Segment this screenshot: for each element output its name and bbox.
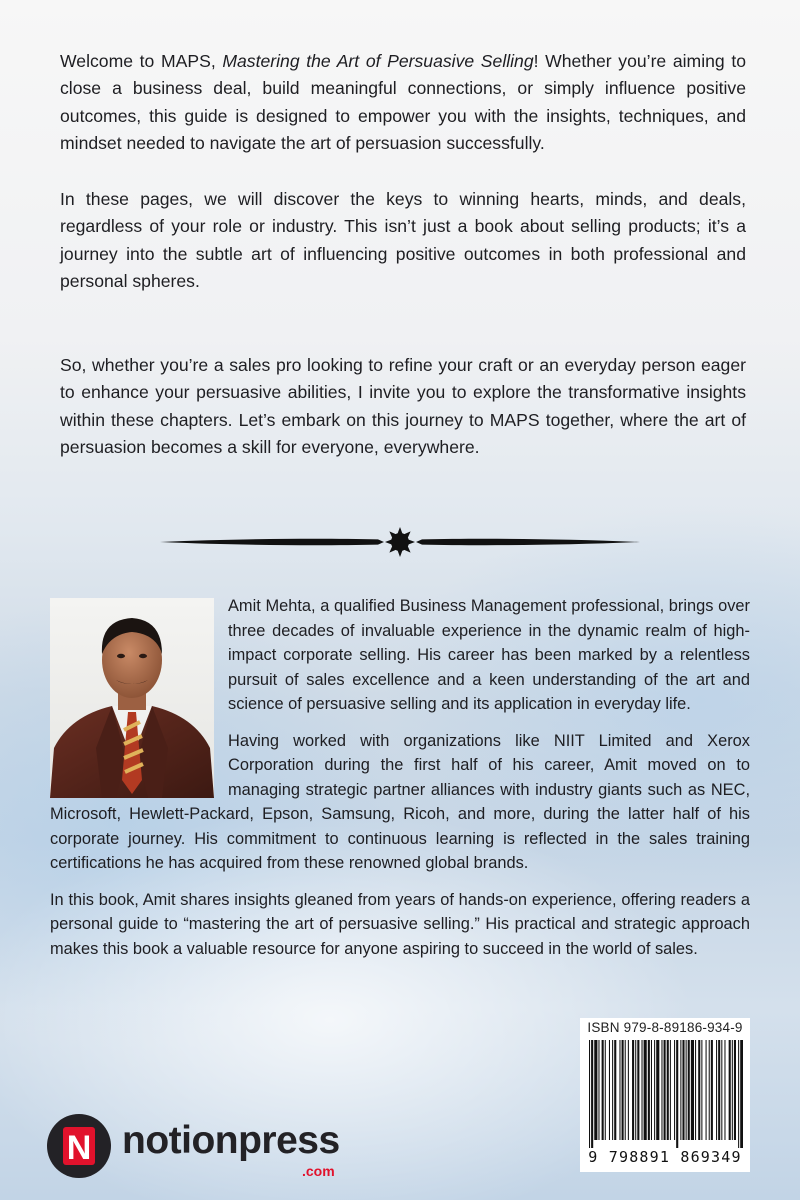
barcode-icon: [587, 1040, 743, 1148]
isbn-label: ISBN 979-8-89186-934-9: [587, 1020, 743, 1035]
author-portrait: [50, 598, 214, 798]
bio-paragraph-1: Amit Mehta, a qualified Business Management professional, brings over three decades of invaluable experience in the dynamic realm of high-impact corporate selling. His career has been marked by a relentless pursuit of sales excellence and a keen understanding of the art and science of persuasive selling and its application in everyday life.: [228, 597, 750, 713]
publisher-domain: .com: [302, 1163, 335, 1179]
intro-paragraph-2: In these pages, we will discover the keys to winning hearts, minds, and deals, regardless of your role or industry. This isn’t just a book about selling products; it’s a journey into the subtle art of influencing positive outcomes in both professional and personal spheres.: [60, 189, 746, 291]
notion-press-logo-icon: [46, 1113, 112, 1179]
intro-rest: ! Whether you’re aiming to close a business deal, build meaningful connections, or simply influence positive outcomes, this guide is designed to empower you with the insights, techniques, and mindset needed to navigate the art of persuasion successfully.: [60, 51, 746, 153]
publisher-logo: [46, 1113, 366, 1183]
bio-paragraph-3: In this book, Amit shares insights gleaned from years of hands-on experience, offering readers a personal guide to “mastering the art of persuasive selling.” His practical and strategic approach makes this book a valuable resource for anyone aspiring to succeed in the world of sales.: [50, 890, 750, 958]
intro-lead: Welcome to MAPS,: [60, 51, 223, 71]
author-bio: [50, 594, 750, 973]
publisher-name: notionpress: [122, 1119, 340, 1162]
intro-paragraph-3: So, whether you’re a sales pro looking to refine your craft or an everyday person eager to enhance your persuasive abilities, I invite you to explore the transformative insights within these chapters. Let’s embark on this journey to MAPS together, where the art of persuasion becomes a skill for everyone, everywhere.: [60, 355, 746, 457]
isbn-barcode-box: [580, 1018, 750, 1172]
bio-paragraph-2: Having worked with organizations like NIIT Limited and Xerox Corporation during the first half of his career, Amit moved on to managing strategic partner alliances with industry giants such as NEC, Microsoft, Hewlett-Packard, Epson, Samsung, Ricoh, and more, during the latter half of his corporate journey. His commitment to continuous learning is reflected in the sales training certifications he has acquired from these renowned global brands.: [50, 731, 750, 872]
svg-text:N: N: [66, 1129, 92, 1167]
isbn-digits: 9 798891 869349: [588, 1148, 742, 1166]
book-title: Mastering the Art of Persuasive Selling: [222, 51, 534, 71]
intro-paragraph-1: [60, 48, 746, 157]
ornament-divider-icon: [160, 524, 640, 560]
